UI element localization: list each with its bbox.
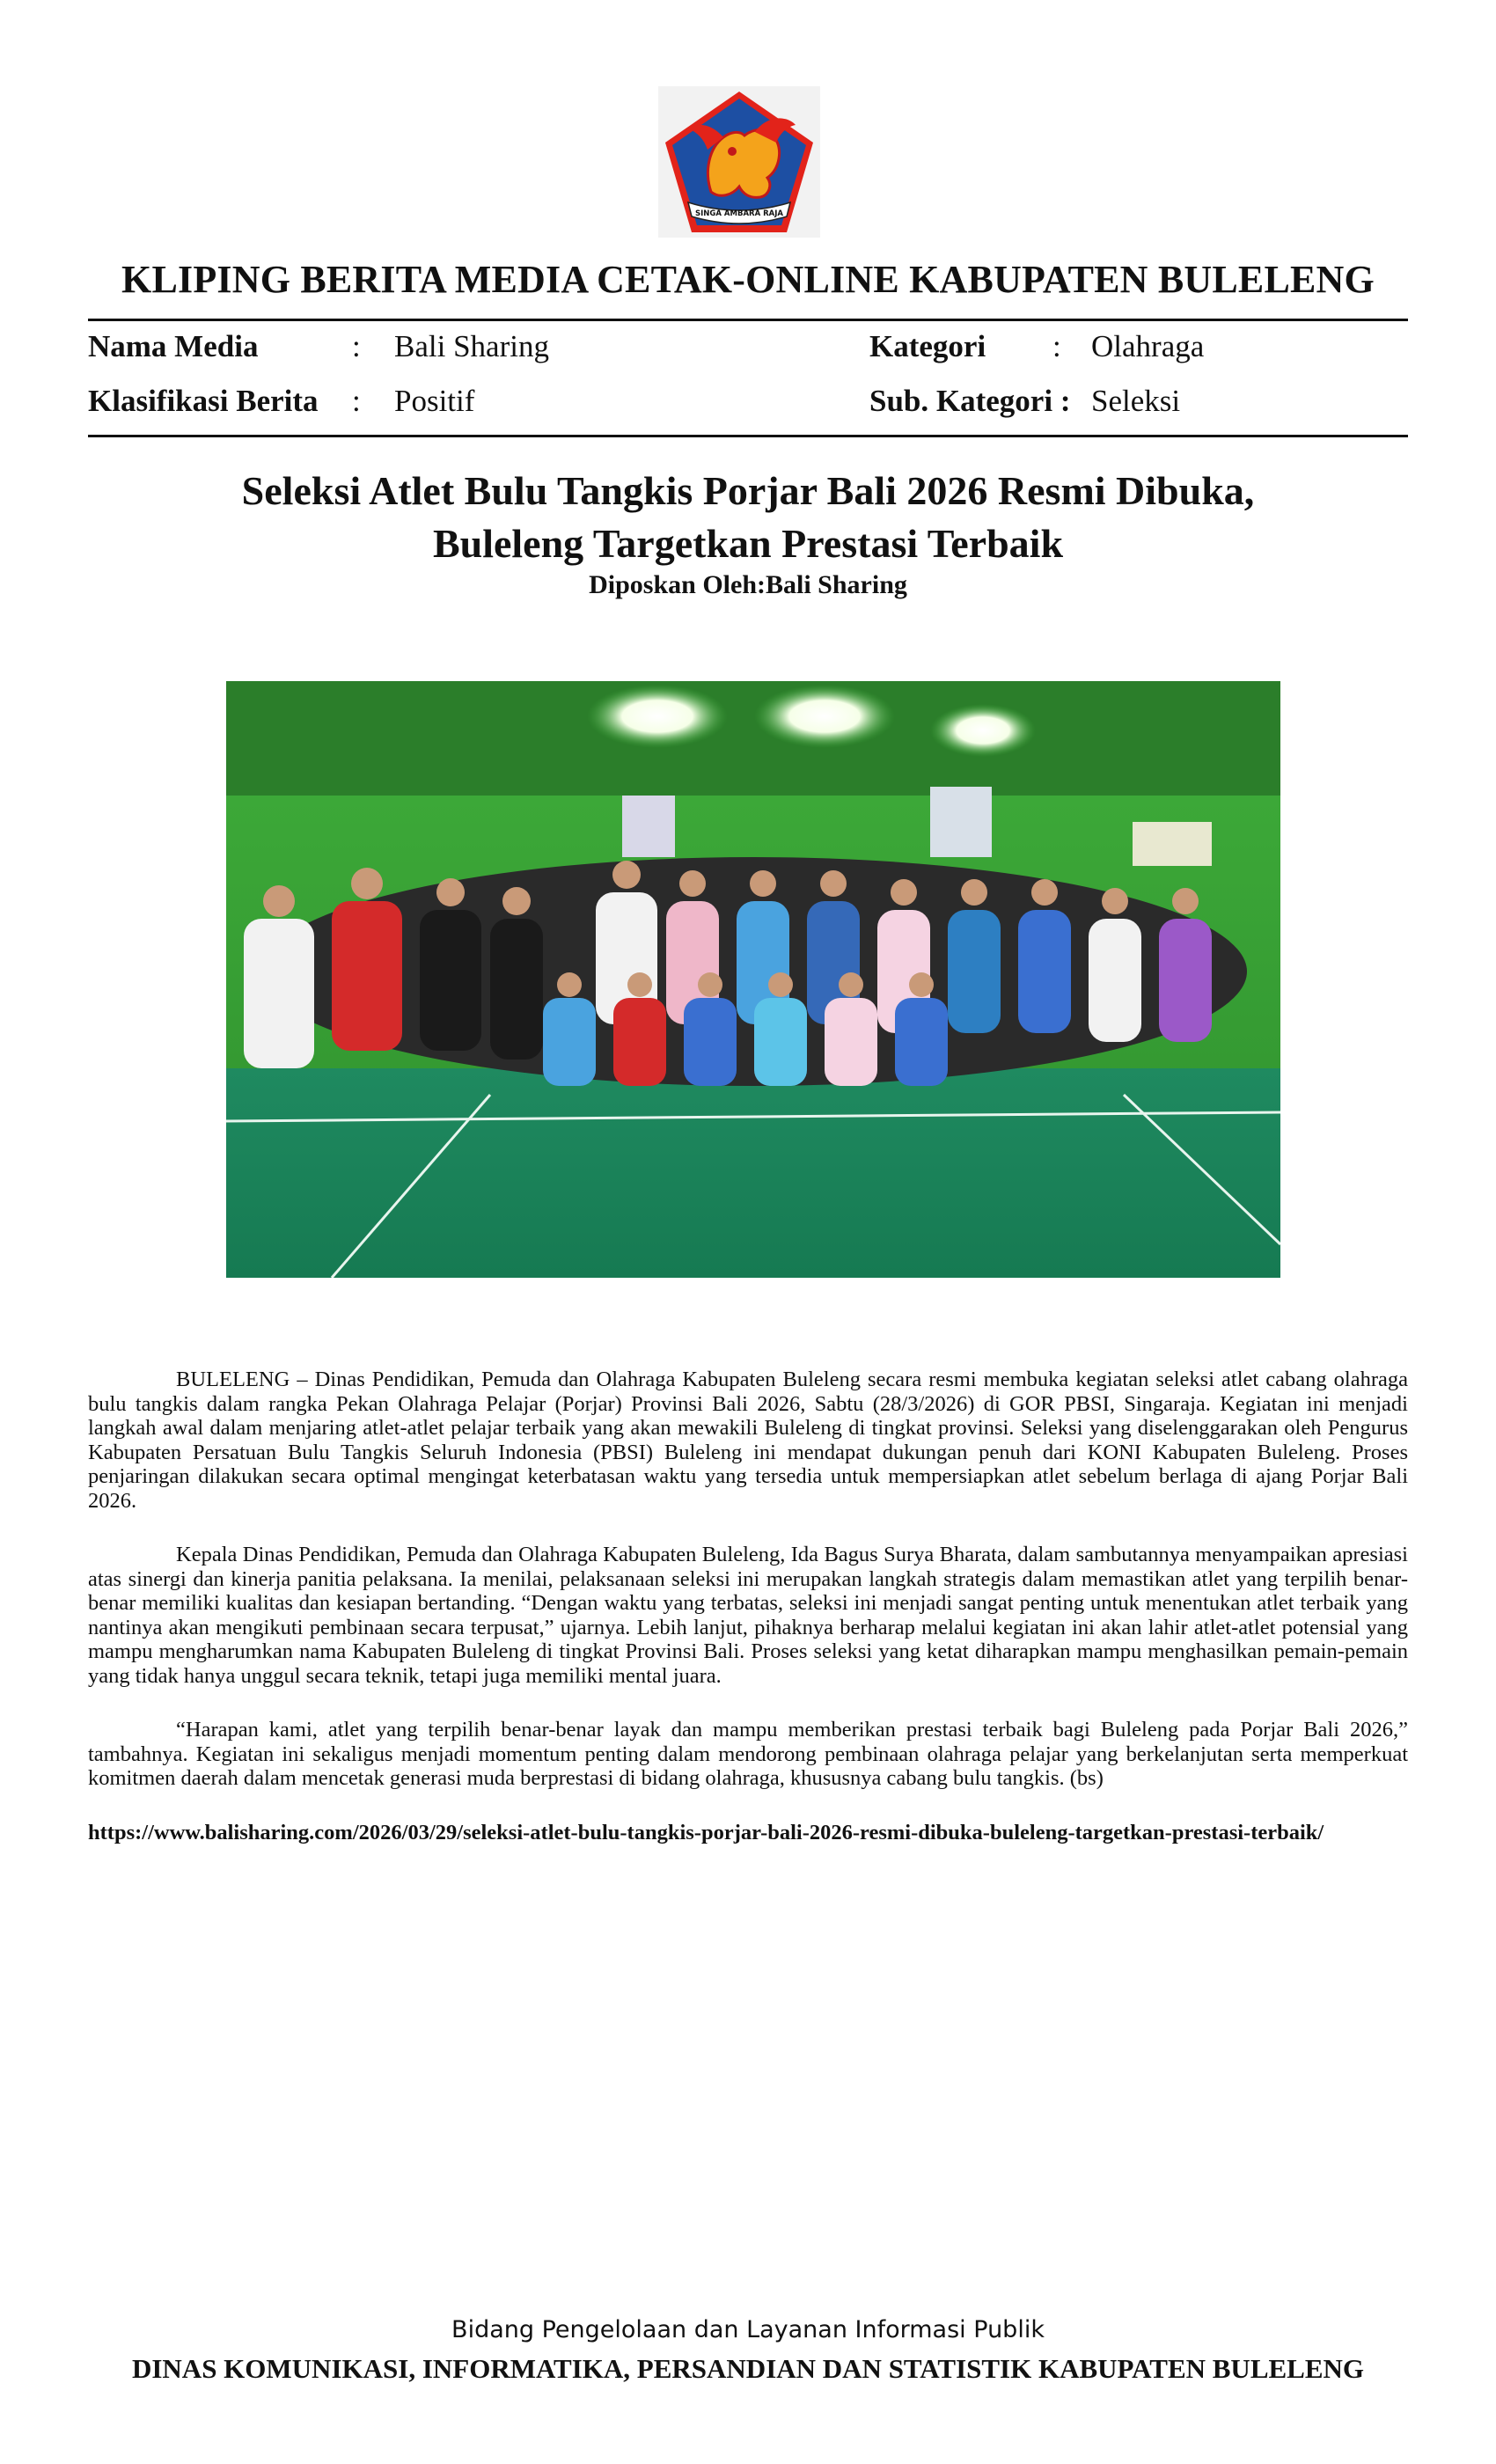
category-value: Olahraga: [1091, 329, 1205, 363]
article-paragraph-3: “Harapan kami, atlet yang terpilih benar-benar layak dan mampu memberikan prestasi terbaik bagi Buleleng pada Porjar Bali 2026,” tambahnya. Kegiatan ini sekaligus menjadi momentum penting dalam mendorong pembinaan olahraga pelajar yang berkelanjutan serta memperkuat komitmen daerah dalam mencetak generasi muda berprestasi di bidang olahraga, khususnya cabang bulu tangkis. (bs): [88, 1718, 1408, 1790]
subcategory-label: Sub. Kategori :: [869, 384, 1071, 418]
media-value: Bali Sharing: [394, 329, 549, 363]
singa-ambara-raja-crest-icon: [658, 86, 820, 238]
article-paragraph-1: BULELENG – Dinas Pendidikan, Pemuda dan Olahraga Kabupaten Buleleng secara resmi membuka kegiatan seleksi atlet cabang olahraga bulu tangkis dalam rangka Pekan Olahraga Pelajar (Porjar) Provinsi Bali 2026, Sabtu (28/3/2026) di GOR PBSI, Singaraja. Kegiatan ini menjadi langkah awal dalam menjaring atlet-atlet pelajar terbaik yang akan mewakili Buleleng di tingkat provinsi. Seleksi yang diselenggarakan oleh Pengurus Kabupaten Persatuan Bulu Tangkis Seluruh Indonesia (PBSI) Buleleng ini mendapat dukungan penuh dari KONI Kabupaten Buleleng. Proses penjaringan dilakukan secara optimal mengingat keterbatasan waktu yang tersedia untuk mempersiapkan atlet sebelum berlaga di ajang Porjar Bali 2026.: [88, 1368, 1408, 1513]
media-colon: :: [352, 329, 361, 363]
article-byline: Diposkan Oleh:Bali Sharing: [589, 570, 907, 599]
media-label: Nama Media: [88, 329, 259, 363]
classification-value: Positif: [394, 384, 475, 418]
footer-unit: Bidang Pengelolaan dan Layanan Informasi Publik: [451, 2316, 1045, 2343]
category-colon: :: [1052, 329, 1061, 363]
article-title: [88, 465, 1408, 570]
category-label: Kategori: [869, 329, 986, 363]
footer-agency: DINAS KOMUNIKASI, INFORMATIKA, PERSANDIAN DAN STATISTIK KABUPATEN BULELENG: [131, 2353, 1365, 2384]
article-title-line1: Seleksi Atlet Bulu Tangkis Porjar Bali 2026 Resmi Dibuka,: [241, 468, 1255, 513]
article-paragraph-2: Kepala Dinas Pendidikan, Pemuda dan Olahraga Kabupaten Buleleng, Ida Bagus Surya Bharata, dalam sambutannya menyampaikan apresiasi atas sinergi dan kinerja panitia pelaksana. Ia menilai, pelaksanaan seleksi ini merupakan langkah strategis dalam memastikan atlet yang terpilih benar-benar memiliki kualitas dan kesiapan bertanding. “Dengan waktu yang terbatas, seleksi ini menjadi sangat penting untuk menentukan atlet terbaik yang nantinya akan mengikuti pembinaan secara terpusat,” ujarnya. Lebih lanjut, pihaknya berharap melalui kegiatan ini akan lahir atlet-atlet potensial yang mampu mengharumkan nama Kabupaten Buleleng di tingkat Provinsi Bali. Proses seleksi yang ketat diharapkan mampu menghasilkan pemain-pemain yang tidak hanya unggul secara teknik, tetapi juga memiliki mental juara.: [88, 1543, 1408, 1688]
article-body: [88, 1368, 1408, 1844]
classification-label: Klasifikasi Berita: [88, 384, 319, 418]
page-heading: KLIPING BERITA MEDIA CETAK-ONLINE KABUPATEN BULELENG: [121, 258, 1375, 301]
article-title-line2: Buleleng Targetkan Prestasi Terbaik: [432, 521, 1064, 566]
classification-colon: :: [352, 384, 361, 418]
logo-text: SINGA AMBARA RAJA: [695, 209, 783, 218]
subcategory-value: Seleksi: [1091, 384, 1181, 418]
group-photo-badminton-hall-icon: [226, 681, 1280, 1278]
bottom-divider: [88, 435, 1408, 437]
source-link[interactable]: https://www.balisharing.com/2026/03/29/seleksi-atlet-bulu-tangkis-porjar-bali-2026-resmi-dibuka-buleleng-targetkan-prestasi-terbaik/: [88, 1820, 1324, 1844]
top-divider: [88, 319, 1408, 321]
